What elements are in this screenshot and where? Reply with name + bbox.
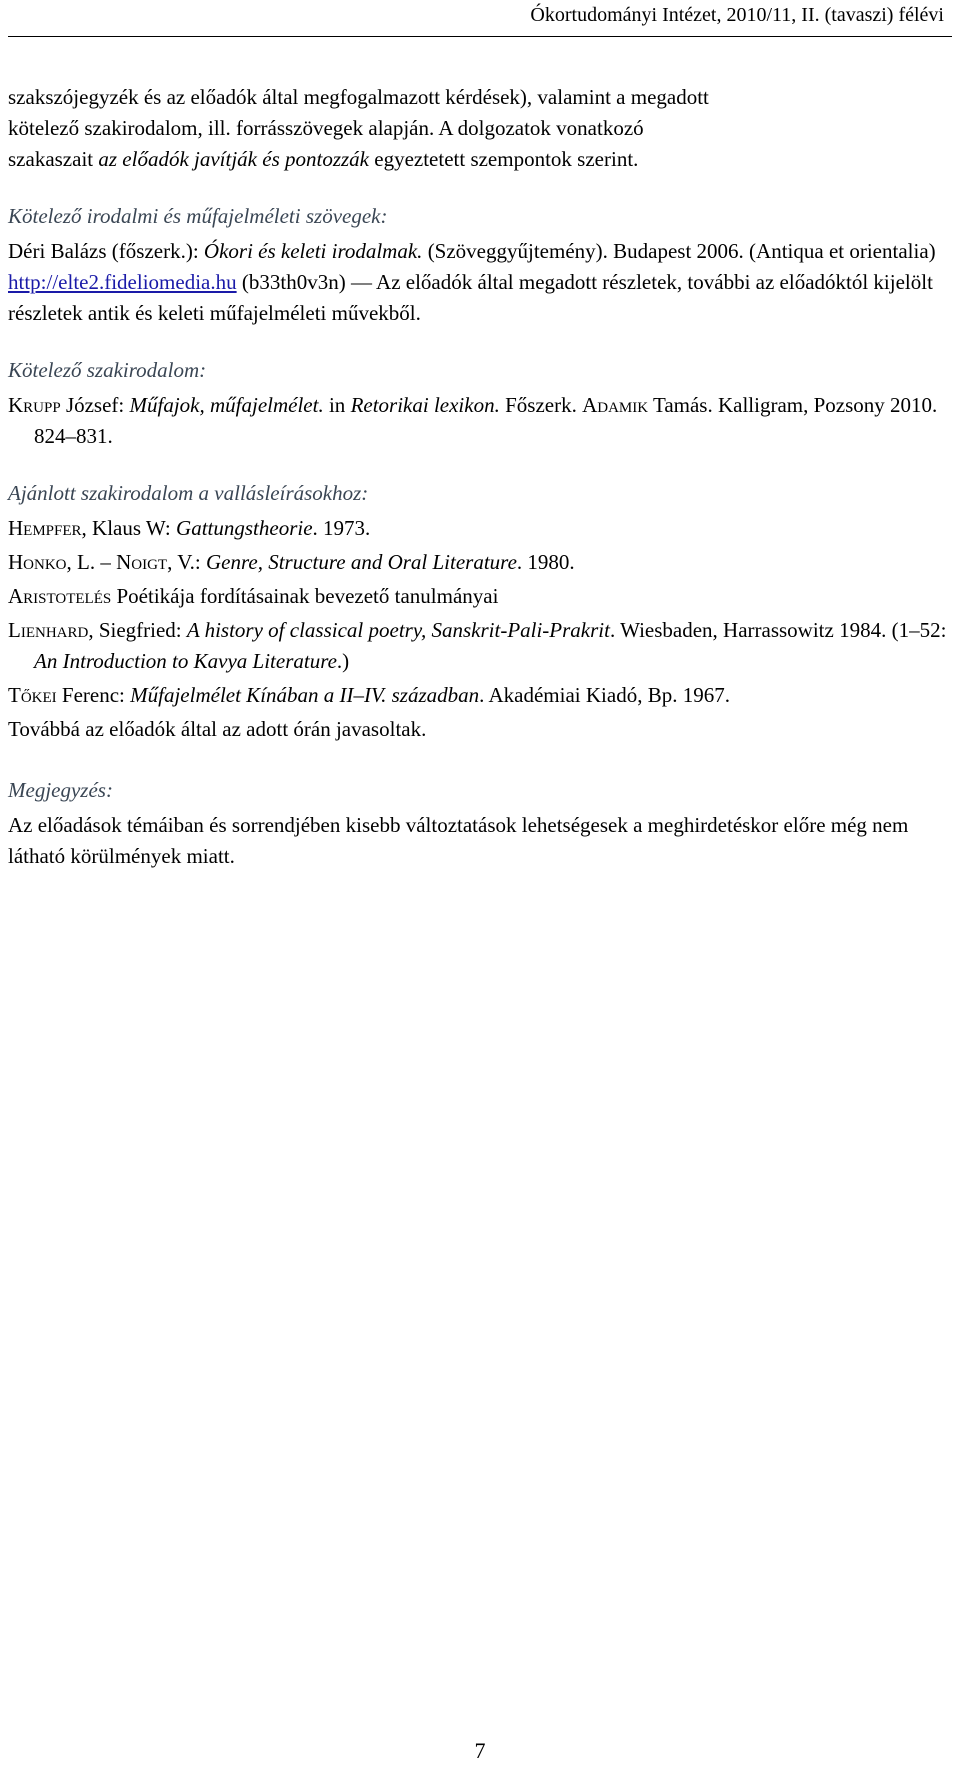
texts-link[interactable]: http://elte2.fideliomedia.hu [8,270,237,294]
ref2-title: Genre, Structure and Oral Literature [206,550,517,574]
intro-paragraph [8,82,948,175]
texts-description: (b33th0v3n) — Az előadók által megadott részletek, további az előadóktól kijelölt részletek antik és keleti műfajelméleti művekből. [8,270,933,325]
note-heading: Megjegyzés: [8,778,113,802]
ref5-b: . Akadémiai Kiadó, Bp. 1967. [479,683,730,707]
ref2-author-2: Noigt [116,550,168,574]
recommended-ref-5 [8,680,948,711]
texts-title: Ókori és keleti irodalmak. [203,239,423,263]
texts-paragraph [8,236,948,329]
required-rest: Tamás. Kalligram, Pozsony 2010. 824–831. [34,393,938,448]
header-rule [8,36,952,37]
ref1-title: Gattungstheorie [176,516,313,540]
required-title: Műfajok, műfajelmélet. [129,393,324,417]
texts-details: (Szöveggyűjtemény). Budapest 2006. (Antiqua et orientalia) [422,239,936,263]
ref3-rest: Poétikája fordításainak bevezető tanulmányai [111,584,499,608]
intro-line-3-italic: az előadók javítják és pontozzák [98,147,369,171]
required-editor: Adamik [582,393,649,417]
ref4-author: Lienhard [8,618,89,642]
texts-heading: Kötelező irodalmi és műfajelméleti szövegek: [8,204,388,228]
ref4-title-2: An Introduction to Kavya Literature [34,649,337,673]
recommended-ref-3 [8,581,948,612]
ref2-a: , L. – [66,550,117,574]
required-author: Krupp [8,393,61,417]
intro-line-2: kötelező szakirodalom, ill. forrásszövegek alapján. A dolgozatok vonatkozó [8,116,644,140]
ref2-b: , V.: [167,550,206,574]
required-reference [8,390,948,452]
ref1-a: , Klaus W: [81,516,177,540]
recommended-ref-4 [8,615,948,677]
required-ed: Főszerk. [499,393,583,417]
page-number: 7 [474,1738,486,1763]
ref4-c: .) [336,649,350,673]
ref2-c: . 1980. [516,550,575,574]
ref4-b: . Wiesbaden, Harrassowitz 1984. (1–52: [609,618,947,642]
ref5-title: Műfajelmélet Kínában a II–IV. században [130,683,480,707]
ref5-a: Ferenc: [56,683,131,707]
required-author-first: József: [60,393,130,417]
ref4-a: , Siegfried: [88,618,187,642]
intro-line-1: szakszójegyzék és az előadók által megfogalmazott kérdések), valamint a megadott [8,85,709,109]
intro-line-3-start: szakaszait [8,147,99,171]
recommended-ref-2 [8,547,948,578]
ref1-author: Hempfer [8,516,82,540]
note-text: Az előadások témáiban és sorrendjében kisebb változtatások lehetségesek a meghirdetéskor előre még nem látható körülmények miatt. [8,813,909,868]
required-in: in [323,393,351,417]
recommended-heading: Ajánlott szakirodalom a vallásleírásokhoz: [8,481,369,505]
recommended-ref-1 [8,513,948,544]
required-book: Retorikai lexikon. [350,393,500,417]
ref2-author-1: Honko [8,550,67,574]
ref3-author: Aristotelés [8,584,112,608]
intro-line-3-end: egyeztetett szempontok szerint. [369,147,639,171]
recommended-closing: Továbbá az előadók által az adott órán javasoltak. [8,717,427,741]
ref5-author: Tőkei [8,683,57,707]
ref1-b: . 1973. [312,516,371,540]
running-header: Ókortudományi Intézet, 2010/11, II. (tavaszi) félévi [530,4,944,26]
required-heading: Kötelező szakirodalom: [8,358,207,382]
texts-editor: Déri Balázs (főszerk.): [8,239,204,263]
page-body [8,82,948,872]
ref4-title: A history of classical poetry, Sanskrit-Pali-Prakrit [186,618,610,642]
